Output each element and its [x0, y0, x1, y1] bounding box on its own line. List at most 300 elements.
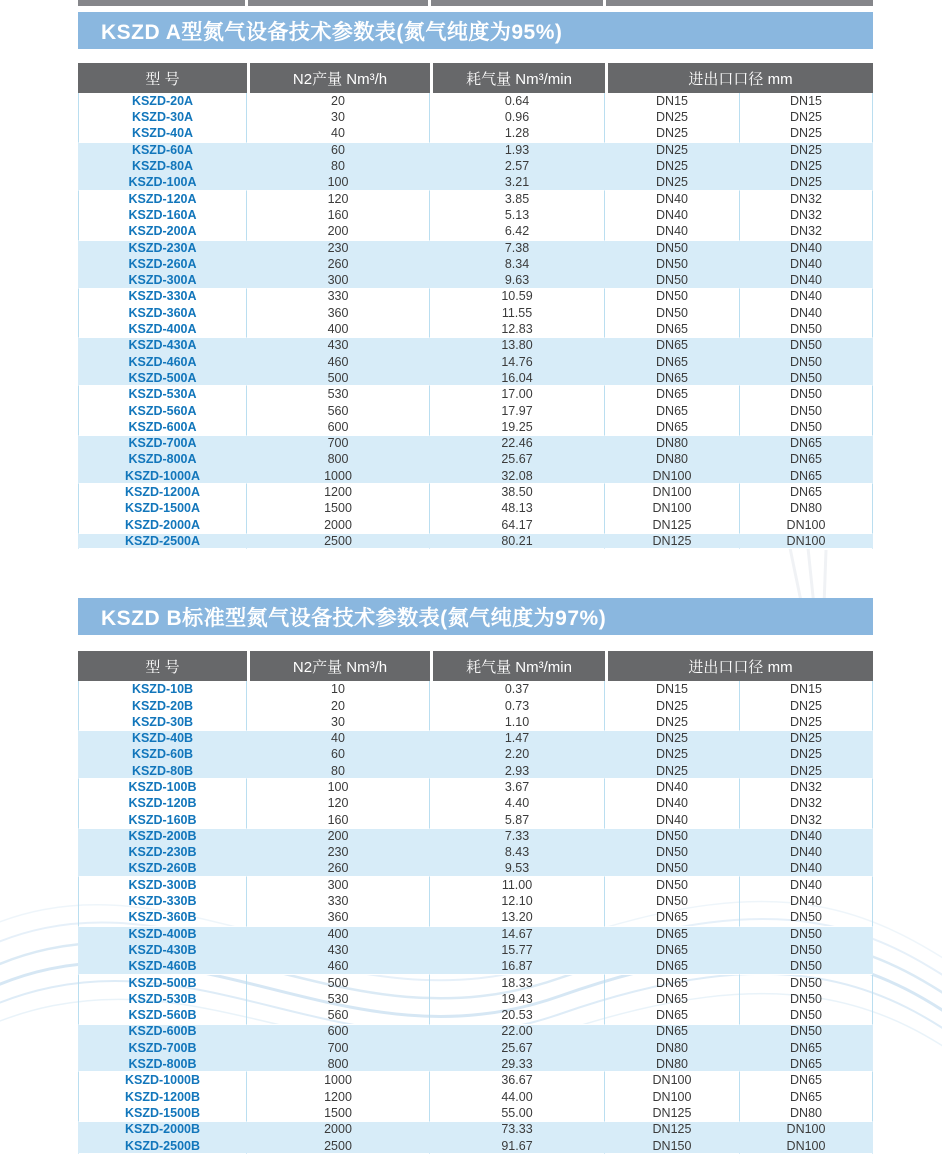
- col-header: 耗气量 Nm³/min: [430, 63, 605, 93]
- inlet-port-cell: DN50: [605, 844, 740, 860]
- n2-capacity-cell: 330: [247, 289, 430, 305]
- n2-capacity-cell: 1500: [247, 500, 430, 516]
- model-cell: KSZD-30B: [78, 714, 247, 730]
- n2-capacity-cell: 360: [247, 909, 430, 925]
- model-cell: KSZD-560A: [78, 403, 247, 419]
- n2-capacity-cell: 230: [247, 240, 430, 256]
- inlet-port-cell: DN65: [605, 354, 740, 370]
- inlet-port-cell: DN25: [605, 174, 740, 190]
- strip-segment: [606, 0, 873, 6]
- air-consumption-cell: 25.67: [430, 1040, 605, 1056]
- n2-capacity-cell: 260: [247, 256, 430, 272]
- inlet-port-cell: DN25: [605, 747, 740, 763]
- n2-capacity-cell: 400: [247, 321, 430, 337]
- inlet-port-cell: DN25: [605, 763, 740, 779]
- model-cell: KSZD-160A: [78, 207, 247, 223]
- table-row: [78, 174, 873, 190]
- outlet-port-cell: DN25: [740, 109, 873, 125]
- outlet-port-cell: DN25: [740, 126, 873, 142]
- outlet-port-cell: DN80: [740, 500, 873, 516]
- n2-capacity-cell: 1000: [247, 1072, 430, 1088]
- outlet-port-cell: DN100: [740, 517, 873, 533]
- model-cell: KSZD-1500B: [78, 1105, 247, 1121]
- n2-capacity-cell: 430: [247, 337, 430, 353]
- n2-capacity-cell: 800: [247, 1056, 430, 1072]
- outlet-port-cell: DN25: [740, 698, 873, 714]
- outlet-port-cell: DN80: [740, 1105, 873, 1121]
- inlet-port-cell: DN100: [605, 1089, 740, 1105]
- table-row: [78, 370, 873, 386]
- table-row: [78, 779, 873, 795]
- outlet-port-cell: DN15: [740, 681, 873, 697]
- inlet-port-cell: DN50: [605, 893, 740, 909]
- table-row: [78, 207, 873, 223]
- inlet-port-cell: DN125: [605, 1121, 740, 1137]
- n2-capacity-cell: 2000: [247, 517, 430, 533]
- n2-capacity-cell: 1200: [247, 1089, 430, 1105]
- inlet-port-cell: DN80: [605, 452, 740, 468]
- table-row: [78, 533, 873, 549]
- inlet-port-cell: DN65: [605, 321, 740, 337]
- outlet-port-cell: DN32: [740, 779, 873, 795]
- inlet-port-cell: DN125: [605, 517, 740, 533]
- outlet-port-cell: DN25: [740, 714, 873, 730]
- table-row: [78, 1121, 873, 1137]
- table-row: [78, 403, 873, 419]
- air-consumption-cell: 55.00: [430, 1105, 605, 1121]
- inlet-port-cell: DN65: [605, 419, 740, 435]
- inlet-port-cell: DN50: [605, 828, 740, 844]
- table-row: [78, 1040, 873, 1056]
- table-row: [78, 1024, 873, 1040]
- table-row: [78, 1056, 873, 1072]
- n2-capacity-cell: 430: [247, 942, 430, 958]
- inlet-port-cell: DN50: [605, 861, 740, 877]
- table-row: [78, 452, 873, 468]
- n2-capacity-cell: 40: [247, 126, 430, 142]
- inlet-port-cell: DN15: [605, 93, 740, 109]
- model-cell: KSZD-600B: [78, 1024, 247, 1040]
- air-consumption-cell: 0.96: [430, 109, 605, 125]
- outlet-port-cell: DN100: [740, 1121, 873, 1137]
- air-consumption-cell: 32.08: [430, 468, 605, 484]
- n2-capacity-cell: 80: [247, 763, 430, 779]
- air-consumption-cell: 14.67: [430, 926, 605, 942]
- inlet-port-cell: DN80: [605, 1056, 740, 1072]
- n2-capacity-cell: 500: [247, 370, 430, 386]
- outlet-port-cell: DN40: [740, 256, 873, 272]
- outlet-port-cell: DN40: [740, 272, 873, 288]
- outlet-port-cell: DN40: [740, 877, 873, 893]
- n2-capacity-cell: 10: [247, 681, 430, 697]
- strip-segment: [248, 0, 428, 6]
- outlet-port-cell: DN100: [740, 1138, 873, 1154]
- outlet-port-cell: DN65: [740, 1056, 873, 1072]
- n2-capacity-cell: 60: [247, 142, 430, 158]
- outlet-port-cell: DN50: [740, 337, 873, 353]
- air-consumption-cell: 0.64: [430, 93, 605, 109]
- table-row: [78, 812, 873, 828]
- inlet-port-cell: DN50: [605, 240, 740, 256]
- model-cell: KSZD-260B: [78, 861, 247, 877]
- model-cell: KSZD-2500A: [78, 533, 247, 549]
- table-row: [78, 828, 873, 844]
- inlet-port-cell: DN65: [605, 926, 740, 942]
- outlet-port-cell: DN50: [740, 321, 873, 337]
- outlet-port-cell: DN65: [740, 1072, 873, 1088]
- air-consumption-cell: 2.57: [430, 158, 605, 174]
- outlet-port-cell: DN50: [740, 958, 873, 974]
- outlet-port-cell: DN50: [740, 370, 873, 386]
- n2-capacity-cell: 80: [247, 158, 430, 174]
- table-row: [78, 337, 873, 353]
- air-consumption-cell: 8.34: [430, 256, 605, 272]
- air-consumption-cell: 12.83: [430, 321, 605, 337]
- col-header: 耗气量 Nm³/min: [430, 651, 605, 681]
- table-row: [78, 1007, 873, 1023]
- table-row: [78, 435, 873, 451]
- n2-capacity-cell: 360: [247, 305, 430, 321]
- n2-capacity-cell: 2500: [247, 533, 430, 549]
- air-consumption-cell: 7.38: [430, 240, 605, 256]
- model-cell: KSZD-300A: [78, 272, 247, 288]
- model-cell: KSZD-430A: [78, 337, 247, 353]
- model-cell: KSZD-1000A: [78, 468, 247, 484]
- model-cell: KSZD-40B: [78, 730, 247, 746]
- col-header: 型 号: [78, 651, 247, 681]
- inlet-port-cell: DN125: [605, 1105, 740, 1121]
- model-cell: KSZD-1500A: [78, 500, 247, 516]
- outlet-port-cell: DN40: [740, 305, 873, 321]
- model-cell: KSZD-700B: [78, 1040, 247, 1056]
- outlet-port-cell: DN32: [740, 812, 873, 828]
- inlet-port-cell: DN100: [605, 1072, 740, 1088]
- outlet-port-cell: DN32: [740, 223, 873, 239]
- n2-capacity-cell: 800: [247, 452, 430, 468]
- section-banner-a: [78, 12, 873, 49]
- n2-capacity-cell: 230: [247, 844, 430, 860]
- model-cell: KSZD-120A: [78, 191, 247, 207]
- model-cell: KSZD-800B: [78, 1056, 247, 1072]
- table-row: [78, 747, 873, 763]
- model-cell: KSZD-60B: [78, 747, 247, 763]
- outlet-port-cell: DN25: [740, 142, 873, 158]
- inlet-port-cell: DN50: [605, 877, 740, 893]
- section-title-a: KSZD A型氮气设备技术参数表(氮气纯度为95%): [101, 20, 563, 44]
- outlet-port-cell: DN50: [740, 926, 873, 942]
- air-consumption-cell: 9.63: [430, 272, 605, 288]
- n2-capacity-cell: 60: [247, 747, 430, 763]
- n2-capacity-cell: 20: [247, 93, 430, 109]
- model-cell: KSZD-100B: [78, 779, 247, 795]
- col-header: 型 号: [78, 63, 247, 93]
- n2-capacity-cell: 2500: [247, 1138, 430, 1154]
- inlet-port-cell: DN25: [605, 730, 740, 746]
- model-cell: KSZD-330A: [78, 289, 247, 305]
- n2-capacity-cell: 160: [247, 207, 430, 223]
- inlet-port-cell: DN25: [605, 109, 740, 125]
- param-table-a: [78, 63, 873, 549]
- table-row: [78, 877, 873, 893]
- outlet-port-cell: DN15: [740, 93, 873, 109]
- table-row: [78, 142, 873, 158]
- air-consumption-cell: 36.67: [430, 1072, 605, 1088]
- outlet-port-cell: DN40: [740, 289, 873, 305]
- air-consumption-cell: 16.04: [430, 370, 605, 386]
- air-consumption-cell: 16.87: [430, 958, 605, 974]
- outlet-port-cell: DN100: [740, 533, 873, 549]
- inlet-port-cell: DN100: [605, 468, 740, 484]
- table-row: [78, 681, 873, 697]
- table-row: [78, 909, 873, 925]
- model-cell: KSZD-60A: [78, 142, 247, 158]
- model-cell: KSZD-260A: [78, 256, 247, 272]
- n2-capacity-cell: 100: [247, 779, 430, 795]
- air-consumption-cell: 5.13: [430, 207, 605, 223]
- section-title-b: KSZD B标准型氮气设备技术参数表(氮气纯度为97%): [101, 606, 607, 630]
- air-consumption-cell: 91.67: [430, 1138, 605, 1154]
- outlet-port-cell: DN25: [740, 730, 873, 746]
- model-cell: KSZD-360B: [78, 909, 247, 925]
- outlet-port-cell: DN25: [740, 763, 873, 779]
- model-cell: KSZD-700A: [78, 435, 247, 451]
- inlet-port-cell: DN25: [605, 142, 740, 158]
- n2-capacity-cell: 30: [247, 714, 430, 730]
- outlet-port-cell: DN25: [740, 747, 873, 763]
- table-row: [78, 698, 873, 714]
- air-consumption-cell: 14.76: [430, 354, 605, 370]
- model-cell: KSZD-160B: [78, 812, 247, 828]
- air-consumption-cell: 38.50: [430, 484, 605, 500]
- col-header: 进出口口径 mm: [605, 651, 873, 681]
- model-cell: KSZD-600A: [78, 419, 247, 435]
- outlet-port-cell: DN50: [740, 1007, 873, 1023]
- model-cell: KSZD-530A: [78, 386, 247, 402]
- n2-capacity-cell: 460: [247, 354, 430, 370]
- table-row: [78, 1072, 873, 1088]
- model-cell: KSZD-2000B: [78, 1121, 247, 1137]
- n2-capacity-cell: 600: [247, 419, 430, 435]
- inlet-port-cell: DN15: [605, 681, 740, 697]
- air-consumption-cell: 0.73: [430, 698, 605, 714]
- air-consumption-cell: 80.21: [430, 533, 605, 549]
- model-cell: KSZD-200A: [78, 223, 247, 239]
- outlet-port-cell: DN50: [740, 909, 873, 925]
- table-row: [78, 354, 873, 370]
- air-consumption-cell: 2.20: [430, 747, 605, 763]
- table-row: [78, 795, 873, 811]
- n2-capacity-cell: 1500: [247, 1105, 430, 1121]
- air-consumption-cell: 13.80: [430, 337, 605, 353]
- outlet-port-cell: DN50: [740, 991, 873, 1007]
- n2-capacity-cell: 300: [247, 877, 430, 893]
- model-cell: KSZD-800A: [78, 452, 247, 468]
- table-row: [78, 191, 873, 207]
- table-row: [78, 975, 873, 991]
- inlet-port-cell: DN65: [605, 975, 740, 991]
- inlet-port-cell: DN40: [605, 207, 740, 223]
- air-consumption-cell: 11.00: [430, 877, 605, 893]
- model-cell: KSZD-500B: [78, 975, 247, 991]
- inlet-port-cell: DN50: [605, 256, 740, 272]
- n2-capacity-cell: 30: [247, 109, 430, 125]
- model-cell: KSZD-80A: [78, 158, 247, 174]
- air-consumption-cell: 73.33: [430, 1121, 605, 1137]
- inlet-port-cell: DN50: [605, 305, 740, 321]
- air-consumption-cell: 19.43: [430, 991, 605, 1007]
- model-cell: KSZD-30A: [78, 109, 247, 125]
- n2-capacity-cell: 500: [247, 975, 430, 991]
- content-column: [78, 0, 873, 1154]
- table-row: [78, 484, 873, 500]
- air-consumption-cell: 19.25: [430, 419, 605, 435]
- outlet-port-cell: DN25: [740, 174, 873, 190]
- n2-capacity-cell: 1000: [247, 468, 430, 484]
- air-consumption-cell: 11.55: [430, 305, 605, 321]
- table-row: [78, 714, 873, 730]
- model-cell: KSZD-80B: [78, 763, 247, 779]
- cropped-table-strip: [78, 0, 873, 6]
- n2-capacity-cell: 120: [247, 795, 430, 811]
- model-cell: KSZD-400A: [78, 321, 247, 337]
- table-row: [78, 844, 873, 860]
- table-row: [78, 158, 873, 174]
- air-consumption-cell: 1.93: [430, 142, 605, 158]
- model-cell: KSZD-460A: [78, 354, 247, 370]
- model-cell: KSZD-2000A: [78, 517, 247, 533]
- model-cell: KSZD-300B: [78, 877, 247, 893]
- inlet-port-cell: DN65: [605, 403, 740, 419]
- model-cell: KSZD-230B: [78, 844, 247, 860]
- inlet-port-cell: DN65: [605, 958, 740, 974]
- model-cell: KSZD-120B: [78, 795, 247, 811]
- outlet-port-cell: DN65: [740, 468, 873, 484]
- outlet-port-cell: DN65: [740, 435, 873, 451]
- outlet-port-cell: DN50: [740, 942, 873, 958]
- inlet-port-cell: DN65: [605, 991, 740, 1007]
- table-row: [78, 730, 873, 746]
- table-row: [78, 1089, 873, 1105]
- inlet-port-cell: DN40: [605, 779, 740, 795]
- air-consumption-cell: 1.10: [430, 714, 605, 730]
- air-consumption-cell: 6.42: [430, 223, 605, 239]
- air-consumption-cell: 17.97: [430, 403, 605, 419]
- inlet-port-cell: DN65: [605, 386, 740, 402]
- table-row: [78, 517, 873, 533]
- inlet-port-cell: DN65: [605, 942, 740, 958]
- air-consumption-cell: 4.40: [430, 795, 605, 811]
- table-row: [78, 763, 873, 779]
- n2-capacity-cell: 330: [247, 893, 430, 909]
- model-cell: KSZD-100A: [78, 174, 247, 190]
- inlet-port-cell: DN80: [605, 435, 740, 451]
- inlet-port-cell: DN40: [605, 795, 740, 811]
- col-header: N2产量 Nm³/h: [247, 651, 430, 681]
- n2-capacity-cell: 460: [247, 958, 430, 974]
- air-consumption-cell: 10.59: [430, 289, 605, 305]
- outlet-port-cell: DN50: [740, 1024, 873, 1040]
- table-row: [78, 321, 873, 337]
- n2-capacity-cell: 560: [247, 403, 430, 419]
- n2-capacity-cell: 40: [247, 730, 430, 746]
- table-row: [78, 223, 873, 239]
- inlet-port-cell: DN40: [605, 223, 740, 239]
- outlet-port-cell: DN40: [740, 893, 873, 909]
- model-cell: KSZD-1000B: [78, 1072, 247, 1088]
- inlet-port-cell: DN25: [605, 126, 740, 142]
- air-consumption-cell: 3.67: [430, 779, 605, 795]
- air-consumption-cell: 17.00: [430, 386, 605, 402]
- n2-capacity-cell: 700: [247, 1040, 430, 1056]
- n2-capacity-cell: 100: [247, 174, 430, 190]
- air-consumption-cell: 3.21: [430, 174, 605, 190]
- table-header-row: [78, 651, 873, 681]
- table-row: [78, 256, 873, 272]
- air-consumption-cell: 22.00: [430, 1024, 605, 1040]
- inlet-port-cell: DN100: [605, 500, 740, 516]
- model-cell: KSZD-20B: [78, 698, 247, 714]
- table-row: [78, 289, 873, 305]
- air-consumption-cell: 48.13: [430, 500, 605, 516]
- model-cell: KSZD-360A: [78, 305, 247, 321]
- outlet-port-cell: DN65: [740, 484, 873, 500]
- model-cell: KSZD-460B: [78, 958, 247, 974]
- air-consumption-cell: 8.43: [430, 844, 605, 860]
- strip-segment: [431, 0, 603, 6]
- outlet-port-cell: DN32: [740, 191, 873, 207]
- n2-capacity-cell: 530: [247, 386, 430, 402]
- air-consumption-cell: 0.37: [430, 681, 605, 697]
- model-cell: KSZD-1200B: [78, 1089, 247, 1105]
- inlet-port-cell: DN65: [605, 337, 740, 353]
- strip-segment: [78, 0, 245, 6]
- model-cell: KSZD-430B: [78, 942, 247, 958]
- air-consumption-cell: 25.67: [430, 452, 605, 468]
- n2-capacity-cell: 1200: [247, 484, 430, 500]
- inlet-port-cell: DN40: [605, 191, 740, 207]
- air-consumption-cell: 15.77: [430, 942, 605, 958]
- inlet-port-cell: DN100: [605, 484, 740, 500]
- table-row: [78, 958, 873, 974]
- table-row: [78, 93, 873, 109]
- table-row: [78, 500, 873, 516]
- air-consumption-cell: 1.28: [430, 126, 605, 142]
- model-cell: KSZD-20A: [78, 93, 247, 109]
- inlet-port-cell: DN150: [605, 1138, 740, 1154]
- col-header: 进出口口径 mm: [605, 63, 873, 93]
- inlet-port-cell: DN65: [605, 1007, 740, 1023]
- air-consumption-cell: 20.53: [430, 1007, 605, 1023]
- outlet-port-cell: DN40: [740, 240, 873, 256]
- outlet-port-cell: DN50: [740, 354, 873, 370]
- inlet-port-cell: DN25: [605, 698, 740, 714]
- n2-capacity-cell: 600: [247, 1024, 430, 1040]
- table-row: [78, 893, 873, 909]
- outlet-port-cell: DN50: [740, 419, 873, 435]
- air-consumption-cell: 1.47: [430, 730, 605, 746]
- table-row: [78, 1138, 873, 1154]
- n2-capacity-cell: 530: [247, 991, 430, 1007]
- table-row: [78, 861, 873, 877]
- model-cell: KSZD-10B: [78, 681, 247, 697]
- n2-capacity-cell: 200: [247, 828, 430, 844]
- model-cell: KSZD-40A: [78, 126, 247, 142]
- model-cell: KSZD-330B: [78, 893, 247, 909]
- n2-capacity-cell: 20: [247, 698, 430, 714]
- table-row: [78, 109, 873, 125]
- table-row: [78, 926, 873, 942]
- table-row: [78, 126, 873, 142]
